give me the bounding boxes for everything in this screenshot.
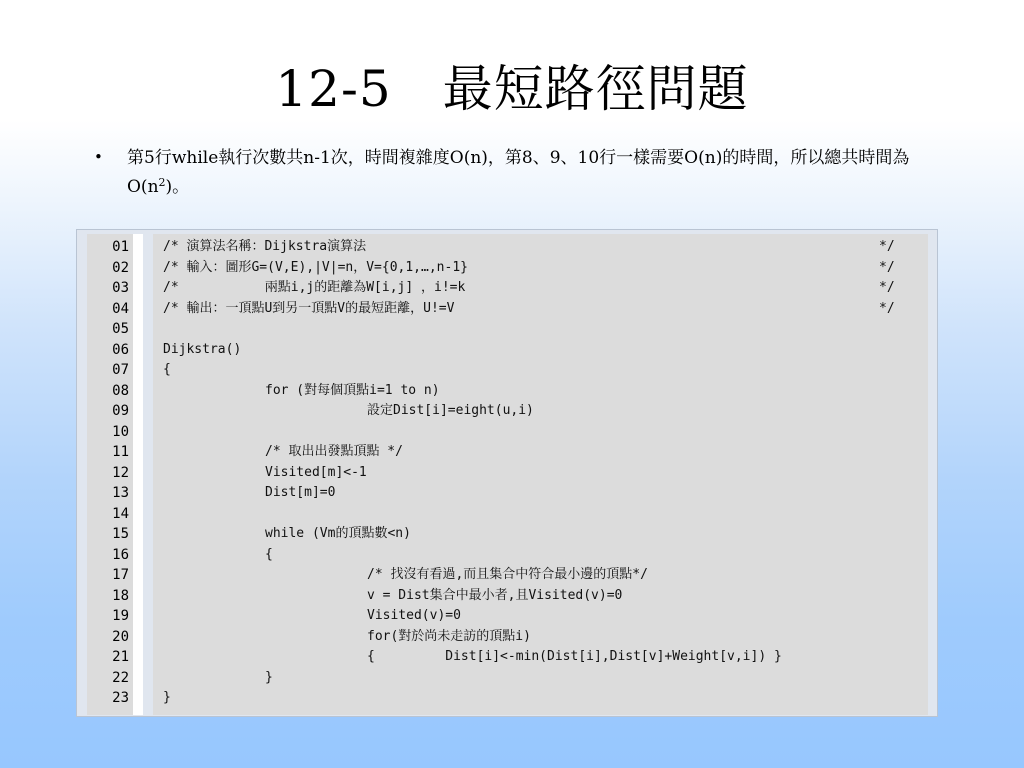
code-line-23: }: [163, 690, 171, 705]
code-line-11: /* 取出出發點頂點 */: [265, 444, 403, 459]
line-number: 11: [112, 444, 129, 460]
code-line-7: {: [163, 362, 171, 377]
line-number: 06: [112, 341, 129, 358]
bullet-superscript: 2: [158, 176, 166, 189]
slide-title: 12-5 最短路徑問題: [275, 60, 749, 118]
code-line-9: 設定Dist[i]=eight(u,i): [367, 403, 534, 418]
line-number: 15: [112, 526, 129, 542]
code-line-3: [163, 278, 923, 299]
code-line-20: for(對於尚未走訪的頂點i): [367, 628, 531, 644]
code-line-list: [163, 237, 923, 709]
bullet-paragraph: [127, 144, 947, 202]
code-line-12: Visited[m]<-1: [265, 464, 367, 480]
line-number: 13: [112, 485, 129, 501]
line-number: 09: [112, 403, 129, 419]
line-number: 14: [112, 505, 129, 522]
code-line-14: [163, 504, 923, 525]
line-number: 22: [112, 669, 129, 686]
code-line-18: v = Dist集合中最小者,且Visited(v)=0: [367, 587, 623, 603]
line-number: 01: [112, 239, 129, 255]
code-line-17: /* 找沒有看過,而且集合中符合最小邊的頂點*/: [367, 567, 648, 582]
comment-end: */: [879, 259, 895, 275]
code-line-6: Dijkstra(): [163, 341, 242, 357]
comment-end: */: [879, 280, 895, 295]
code-text: /* 演算法名稱：Dijkstra演算法: [163, 239, 367, 254]
code-text: /* 輸入：圖形G=(V,E),|V|=n，V={0,1,…,n-1}: [163, 259, 468, 275]
line-number: 19: [112, 608, 129, 624]
gutter-divider: [133, 234, 143, 715]
bullet-marker: •: [94, 148, 103, 166]
code-line-19: Visited(v)=0: [367, 608, 461, 623]
line-number: 17: [112, 567, 129, 583]
code-line-21: { Dist[i]<-min(Dist[i],Dist[v]+Weight[v,i]) }: [367, 649, 782, 664]
bullet-text-main: 第5行while執行次數共n-1次，時間複雜度O(n)，第8、9、10行一樣需要O(n)的時間，所以總共時間為O(n: [127, 148, 910, 197]
line-number: 02: [112, 259, 129, 276]
code-line-1: [163, 237, 923, 258]
comment-end: */: [879, 239, 895, 254]
line-number-list: [87, 237, 129, 709]
line-number: 18: [112, 587, 129, 604]
code-line-15: while (Vm的頂點數<n): [265, 526, 411, 541]
code-line-22: }: [265, 669, 273, 685]
line-number: 03: [112, 280, 129, 296]
code-line-4: [163, 299, 923, 320]
bullet-text-end: )。: [165, 177, 190, 197]
line-number: 08: [112, 382, 129, 399]
code-line-16: {: [265, 546, 273, 562]
code-line-13: Dist[m]=0: [265, 485, 336, 500]
line-number: 21: [112, 649, 129, 665]
code-line-2: [163, 258, 923, 279]
code-line-8: for (對每個頂點i=1 to n): [265, 382, 440, 398]
line-number: 23: [112, 690, 129, 706]
code-line-10: [163, 422, 923, 443]
code-text: /* 兩點i,j的距離為W[i,j] ，i!=k: [163, 280, 466, 295]
line-number: 10: [112, 423, 129, 440]
line-number: 12: [112, 464, 129, 481]
code-listing-panel: [76, 229, 938, 717]
line-number: 20: [112, 628, 129, 645]
line-number: 16: [112, 546, 129, 563]
line-number: 04: [112, 300, 129, 317]
line-number: 05: [112, 321, 129, 337]
comment-end: */: [879, 300, 895, 316]
code-text: /* 輸出：一頂點U到另一頂點V的最短距離，U!=V: [163, 300, 455, 316]
code-line-5: [163, 319, 923, 340]
line-number: 07: [112, 362, 129, 378]
